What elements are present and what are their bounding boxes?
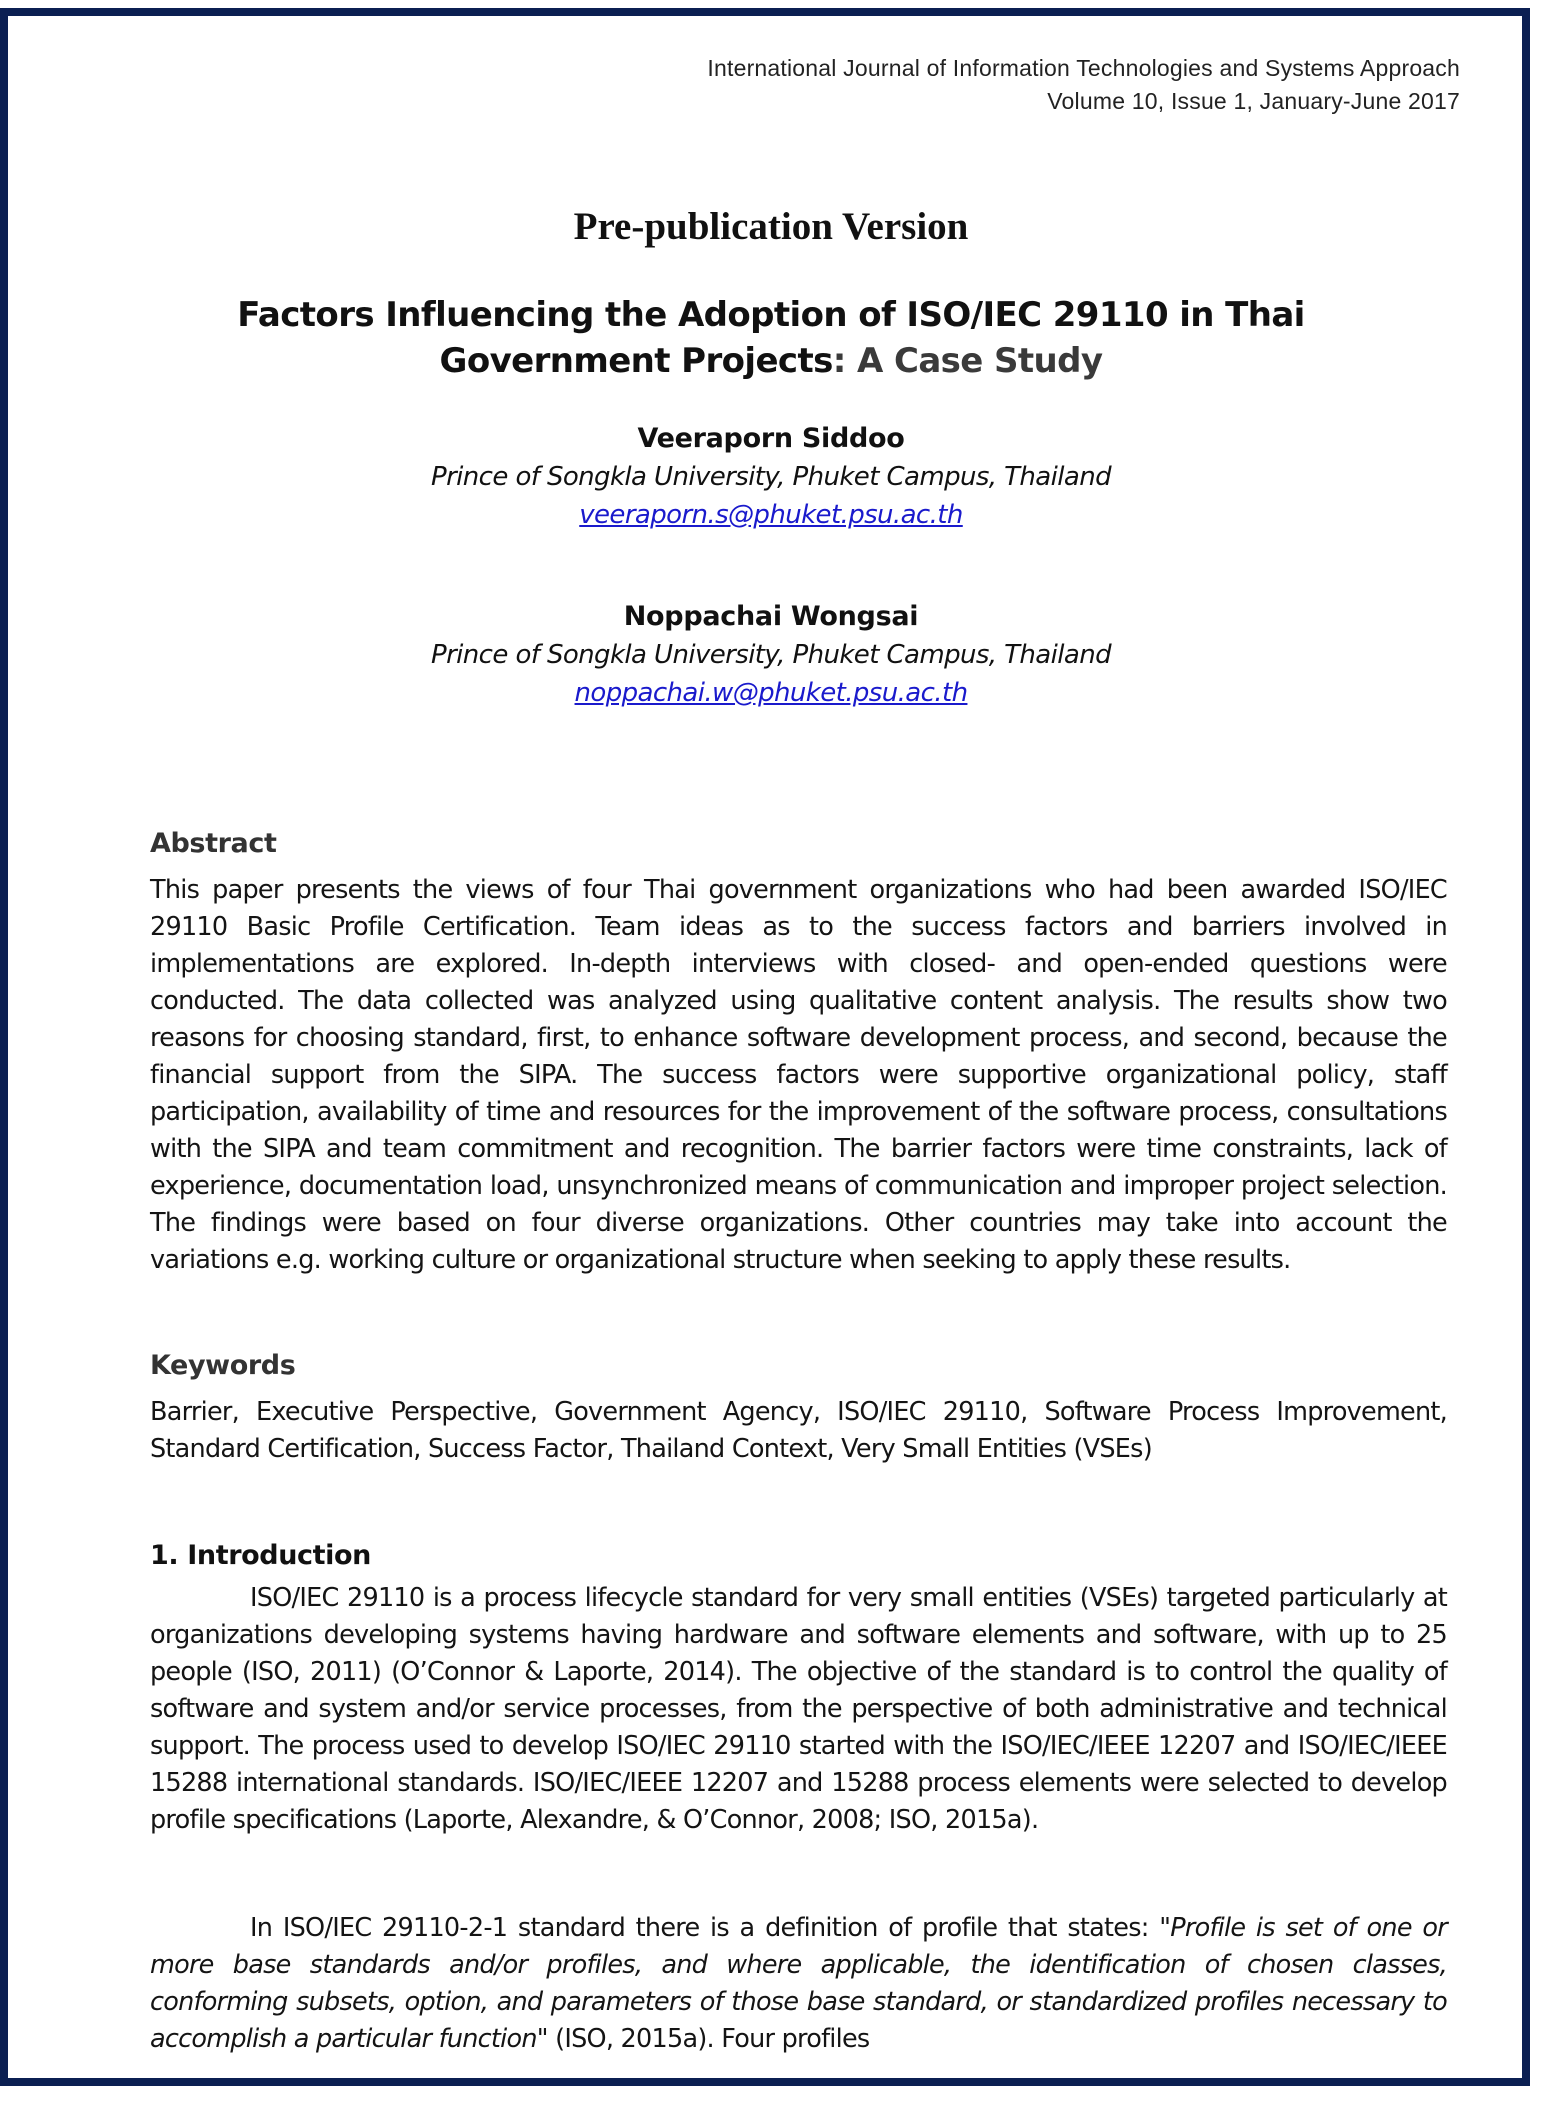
title-line-1: Factors Influencing the Adoption of ISO/IEC 29110 in Thai [237, 295, 1305, 335]
author-affiliation: Prince of Songkla University, Phuket Campus, Thailand [431, 640, 1111, 670]
abstract-text: This paper presents the views of four Thai government organizations who had been awarded ISO/IEC 29110 Basic Profile Certification. Team ideas as to the success factors and barriers involved in implementations are explored. In-depth interviews with closed- and open-ended questions were conducted. The data collected was analyzed using qualitative content analysis. The results show two reasons for choosing standard, first, to enhance software development process, and second, because the financial support from the SIPA. The success factors were supportive organizational policy, staff participation, availability of time and resources for the improvement of the software process, consultations with the SIPA and team commitment and recognition. The barrier factors were time constraints, lack of experience, documentation load, unsynchronized means of communication and improper project selection. The findings were based on four diverse organizations. Other countries may take into account the variations e.g. working culture or organizational structure when seeking to apply these results. [150, 875, 1447, 1275]
paragraph-lead: In ISO/IEC 29110-2-1 standard there is a definition of profile that states: [250, 1913, 1160, 1943]
journal-name: International Journal of Information Technologies and Systems Approach [707, 55, 1460, 81]
introduction-heading: 1. Introduction [150, 1540, 371, 1571]
prepublication-banner: Pre-publication Version [573, 205, 969, 248]
author-block [0, 598, 1542, 712]
introduction-paragraph: ISO/IEC 29110 is a process lifecycle standard for very small entities (VSEs) targeted particularly at organizations developing systems having hardware and software elements and software, with up to 25 people (ISO, 2011) (O’Connor & Laporte, 2014). The objective of the standard is to control the quality of software and system and/or service processes, from the perspective of both administrative and technical support. The process used to develop ISO/IEC 29110 started with the ISO/IEC/IEEE 12207 and ISO/IEC/IEEE 15288 international standards. ISO/IEC/IEEE 12207 and 15288 process elements were selected to develop profile specifications (Laporte, Alexandre, & O’Connor, 2008; ISO, 2015a). [150, 1583, 1447, 1835]
author-name: Veeraporn Siddoo [637, 423, 905, 454]
title-subtitle: : A Case Study [832, 341, 1103, 381]
profile-definition-quote: "Profile is set of one or more base standards and/or profiles, and where applicable, the identification of chosen classes, conforming subsets, option, and parameters of those base standard, or standardized profiles necessary to accomplish a particular function" [150, 1913, 1447, 2054]
author-email-link[interactable]: noppachai.w@phuket.psu.ac.th [574, 678, 968, 708]
author-block [0, 420, 1542, 534]
paragraph-tail: (ISO, 2015a). Four profiles [547, 2024, 870, 2054]
paper-title [0, 292, 1542, 384]
title-main: Government Projects [439, 341, 833, 381]
author-email-link[interactable]: veeraporn.s@phuket.psu.ac.th [579, 500, 963, 530]
author-name: Noppachai Wongsai [623, 601, 919, 632]
keywords-heading: Keywords [150, 1350, 296, 1381]
keywords-text: Barrier, Executive Perspective, Government Agency, ISO/IEC 29110, Software Process Improvement, Standard Certification, Success Factor, Thailand Context, Very Small Entities (VSEs) [150, 1397, 1447, 1464]
introduction-paragraph [150, 1910, 1447, 2058]
author-affiliation: Prince of Songkla University, Phuket Campus, Thailand [431, 462, 1111, 492]
abstract-heading: Abstract [150, 828, 277, 859]
title-line-2 [0, 338, 1542, 384]
volume-issue: Volume 10, Issue 1, January-June 2017 [1047, 88, 1460, 114]
journal-header [707, 52, 1460, 118]
